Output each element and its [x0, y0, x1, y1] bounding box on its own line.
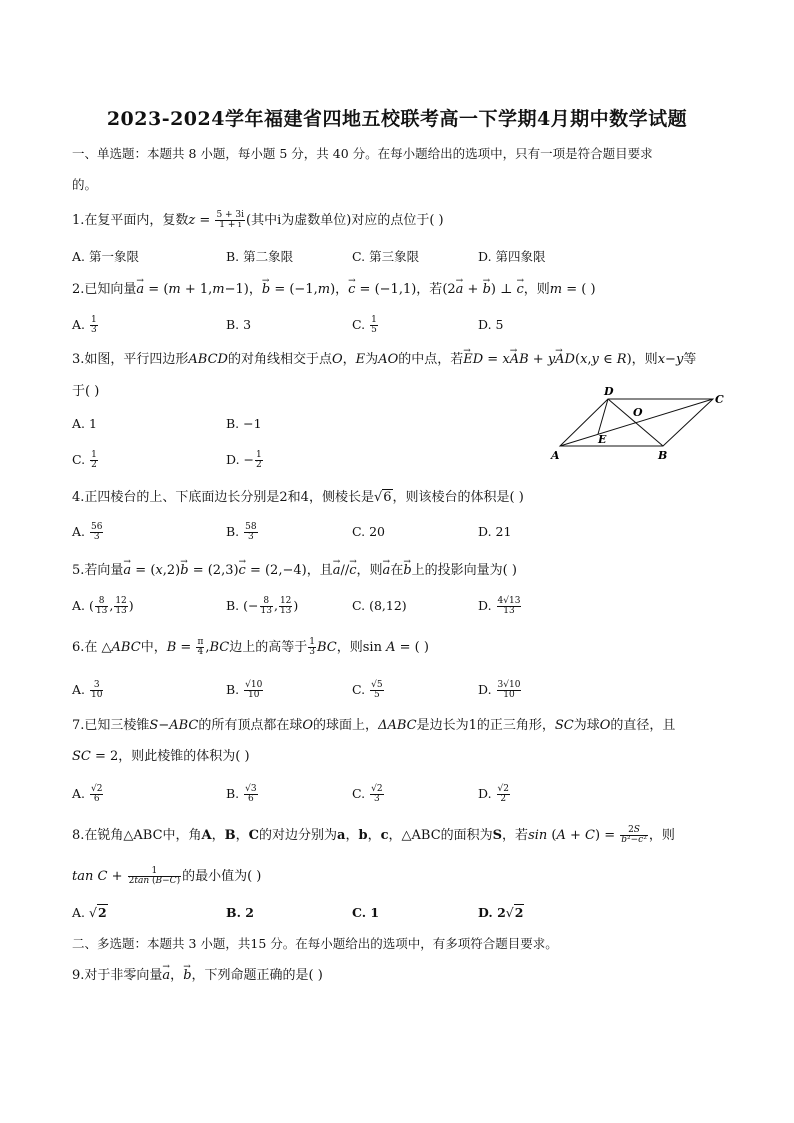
q4-option-a[interactable]: A. $\frac{56}{3}$	[72, 522, 103, 542]
q7-option-a[interactable]: A. $\frac{√2}{6}$	[72, 784, 103, 804]
q7-option-c[interactable]: C. $\frac{√2}{3}$	[352, 784, 383, 804]
label-o: O	[633, 406, 643, 419]
label-d: D	[604, 385, 614, 398]
q1-option-d[interactable]: D. 第四象限	[478, 249, 546, 264]
question-2: 2.已知向量→ a = (m + 1,m−1)，→ b = (−1,m)，→ c = (−1,1)，若(2→ a + → b) ⊥ → c，则m = ( )	[72, 280, 596, 300]
q2-option-d[interactable]: D. 5	[478, 317, 504, 332]
label-a: A	[551, 449, 560, 462]
q8-option-c[interactable]: C. 1	[352, 905, 380, 920]
fraction: $\frac{5 + 3i}{1 + i}$	[216, 210, 245, 230]
section-1-header-cont	[72, 175, 97, 195]
q1-option-c[interactable]: C. 第三象限	[352, 249, 420, 264]
q2-option-a[interactable]: A. $\frac{1}{3}$	[72, 315, 97, 335]
section-1-text-cont: 的。	[72, 177, 98, 192]
question-6: 6.在 △ABC中，B = $\frac{\pi}{4}$ ,BC边上的高等于 $\frac{1}{3}$ BC，则sin A = ( )	[72, 637, 429, 657]
q6-option-d[interactable]: D. $\frac{3√10}{10}$	[478, 680, 521, 700]
q3-option-a[interactable]: A. 1	[72, 416, 97, 431]
q8-option-a[interactable]: A. √2	[72, 905, 107, 920]
label-e: E	[598, 433, 607, 446]
question-4: 4.正四棱台的上、下底面边长分别是2和4，侧棱长是√6，则该棱台的体积是( )	[72, 490, 524, 505]
q4-option-d[interactable]: D. 21	[478, 524, 512, 539]
q8-option-d[interactable]: D. 2√2	[478, 905, 524, 920]
section-2-header: 二、多选题：本题共 3 小题，共15 分。在每小题给出的选项中，有多项符合题目要求。	[72, 936, 558, 951]
q2-option-b[interactable]: B. 3	[226, 317, 252, 332]
question-9: 9.对于非零向量→ a，→ b，下列命题正确的是( )	[72, 966, 323, 986]
q3-option-b[interactable]: B. −1	[226, 416, 262, 431]
question-3: 3.如图，平行四边形ABCD的对角线相交于点O，E为AO的中点，若→ ED = x→ AB + y→ AD(x,y ∈ R)，则x−y等	[72, 350, 696, 370]
q6-option-c[interactable]: C. $\frac{√5}{5}$	[352, 680, 383, 700]
label-b: B	[658, 449, 668, 462]
section-1-header	[72, 144, 653, 164]
q1-option-b[interactable]: B. 第二象限	[226, 249, 294, 264]
question-7-cont: SC = 2，则此棱锥的体积为( )	[72, 749, 250, 764]
page-title: 2023-2024学年福建省四地五校联考高一下学期4月期中数学试题	[106, 108, 688, 130]
q3-option-c[interactable]: C. $\frac{1}{2}$	[72, 450, 97, 470]
q8-option-b[interactable]: B. 2	[226, 905, 254, 920]
q2-option-c[interactable]: C. $\frac{1}{5}$	[352, 315, 377, 335]
question-5: 5.若向量→ a = (x,2)→ b = (2,3)→ c = (2,−4)，且→ a//→ c，则→ a在→ b上的投影向量为( )	[72, 561, 517, 581]
q7-option-b[interactable]: B. $\frac{√3}{6}$	[226, 784, 257, 804]
question-3-cont: 于( )	[72, 384, 100, 399]
q1-option-a[interactable]: A. 第一象限	[72, 249, 139, 264]
q5-option-a[interactable]: A. ( $\frac{8}{13}$ , $\frac{12}{13}$ )	[72, 596, 134, 616]
q5-option-c[interactable]: C. (8,12)	[352, 598, 407, 613]
label-c: C	[715, 393, 724, 406]
question-8-cont: tan C + $\frac{1}{2\tan (B-C)}$ 的最小值为( )	[72, 866, 262, 886]
q3-option-d[interactable]: D. − $\frac{1}{2}$	[226, 450, 262, 470]
question-7: 7.已知三棱锥S−ABC的所有顶点都在球O的球面上，ΔABC是边长为1的正三角形，SC为球O的直径，且	[72, 718, 676, 733]
q4-option-b[interactable]: B. $\frac{58}{3}$	[226, 522, 257, 542]
q5-option-d[interactable]: D. $\frac{4√13}{13}$	[478, 596, 521, 616]
parallelogram-figure	[545, 385, 730, 465]
section-1-text: 一、单选题：本题共 8 小题，每小题 5 分，共 40 分。在每小题给出的选项中，只有一项是符合题目要求	[72, 146, 653, 161]
q6-option-b[interactable]: B. $\frac{√10}{10}$	[226, 680, 263, 700]
question-8: 8.在锐角△ABC中，角A，B，C的对边分别为a，b，c，△ABC的面积为S，若sin (A + C) = $\frac{2S}{\text{b²−c²}}$ ，则	[72, 825, 675, 845]
q7-option-d[interactable]: D. $\frac{√2}{2}$	[478, 784, 510, 804]
question-1: 1.在复平面内，复数z = $\frac{5 + 3i}{1 + i}$ (其中i为虚数单位)对应的点位于( )	[72, 210, 444, 230]
q4-option-c[interactable]: C. 20	[352, 524, 385, 539]
q5-option-b[interactable]: B. (− $\frac{8}{13}$ , $\frac{12}{13}$ )	[226, 596, 299, 616]
q6-option-a[interactable]: A. $\frac{3}{10}$	[72, 680, 103, 700]
